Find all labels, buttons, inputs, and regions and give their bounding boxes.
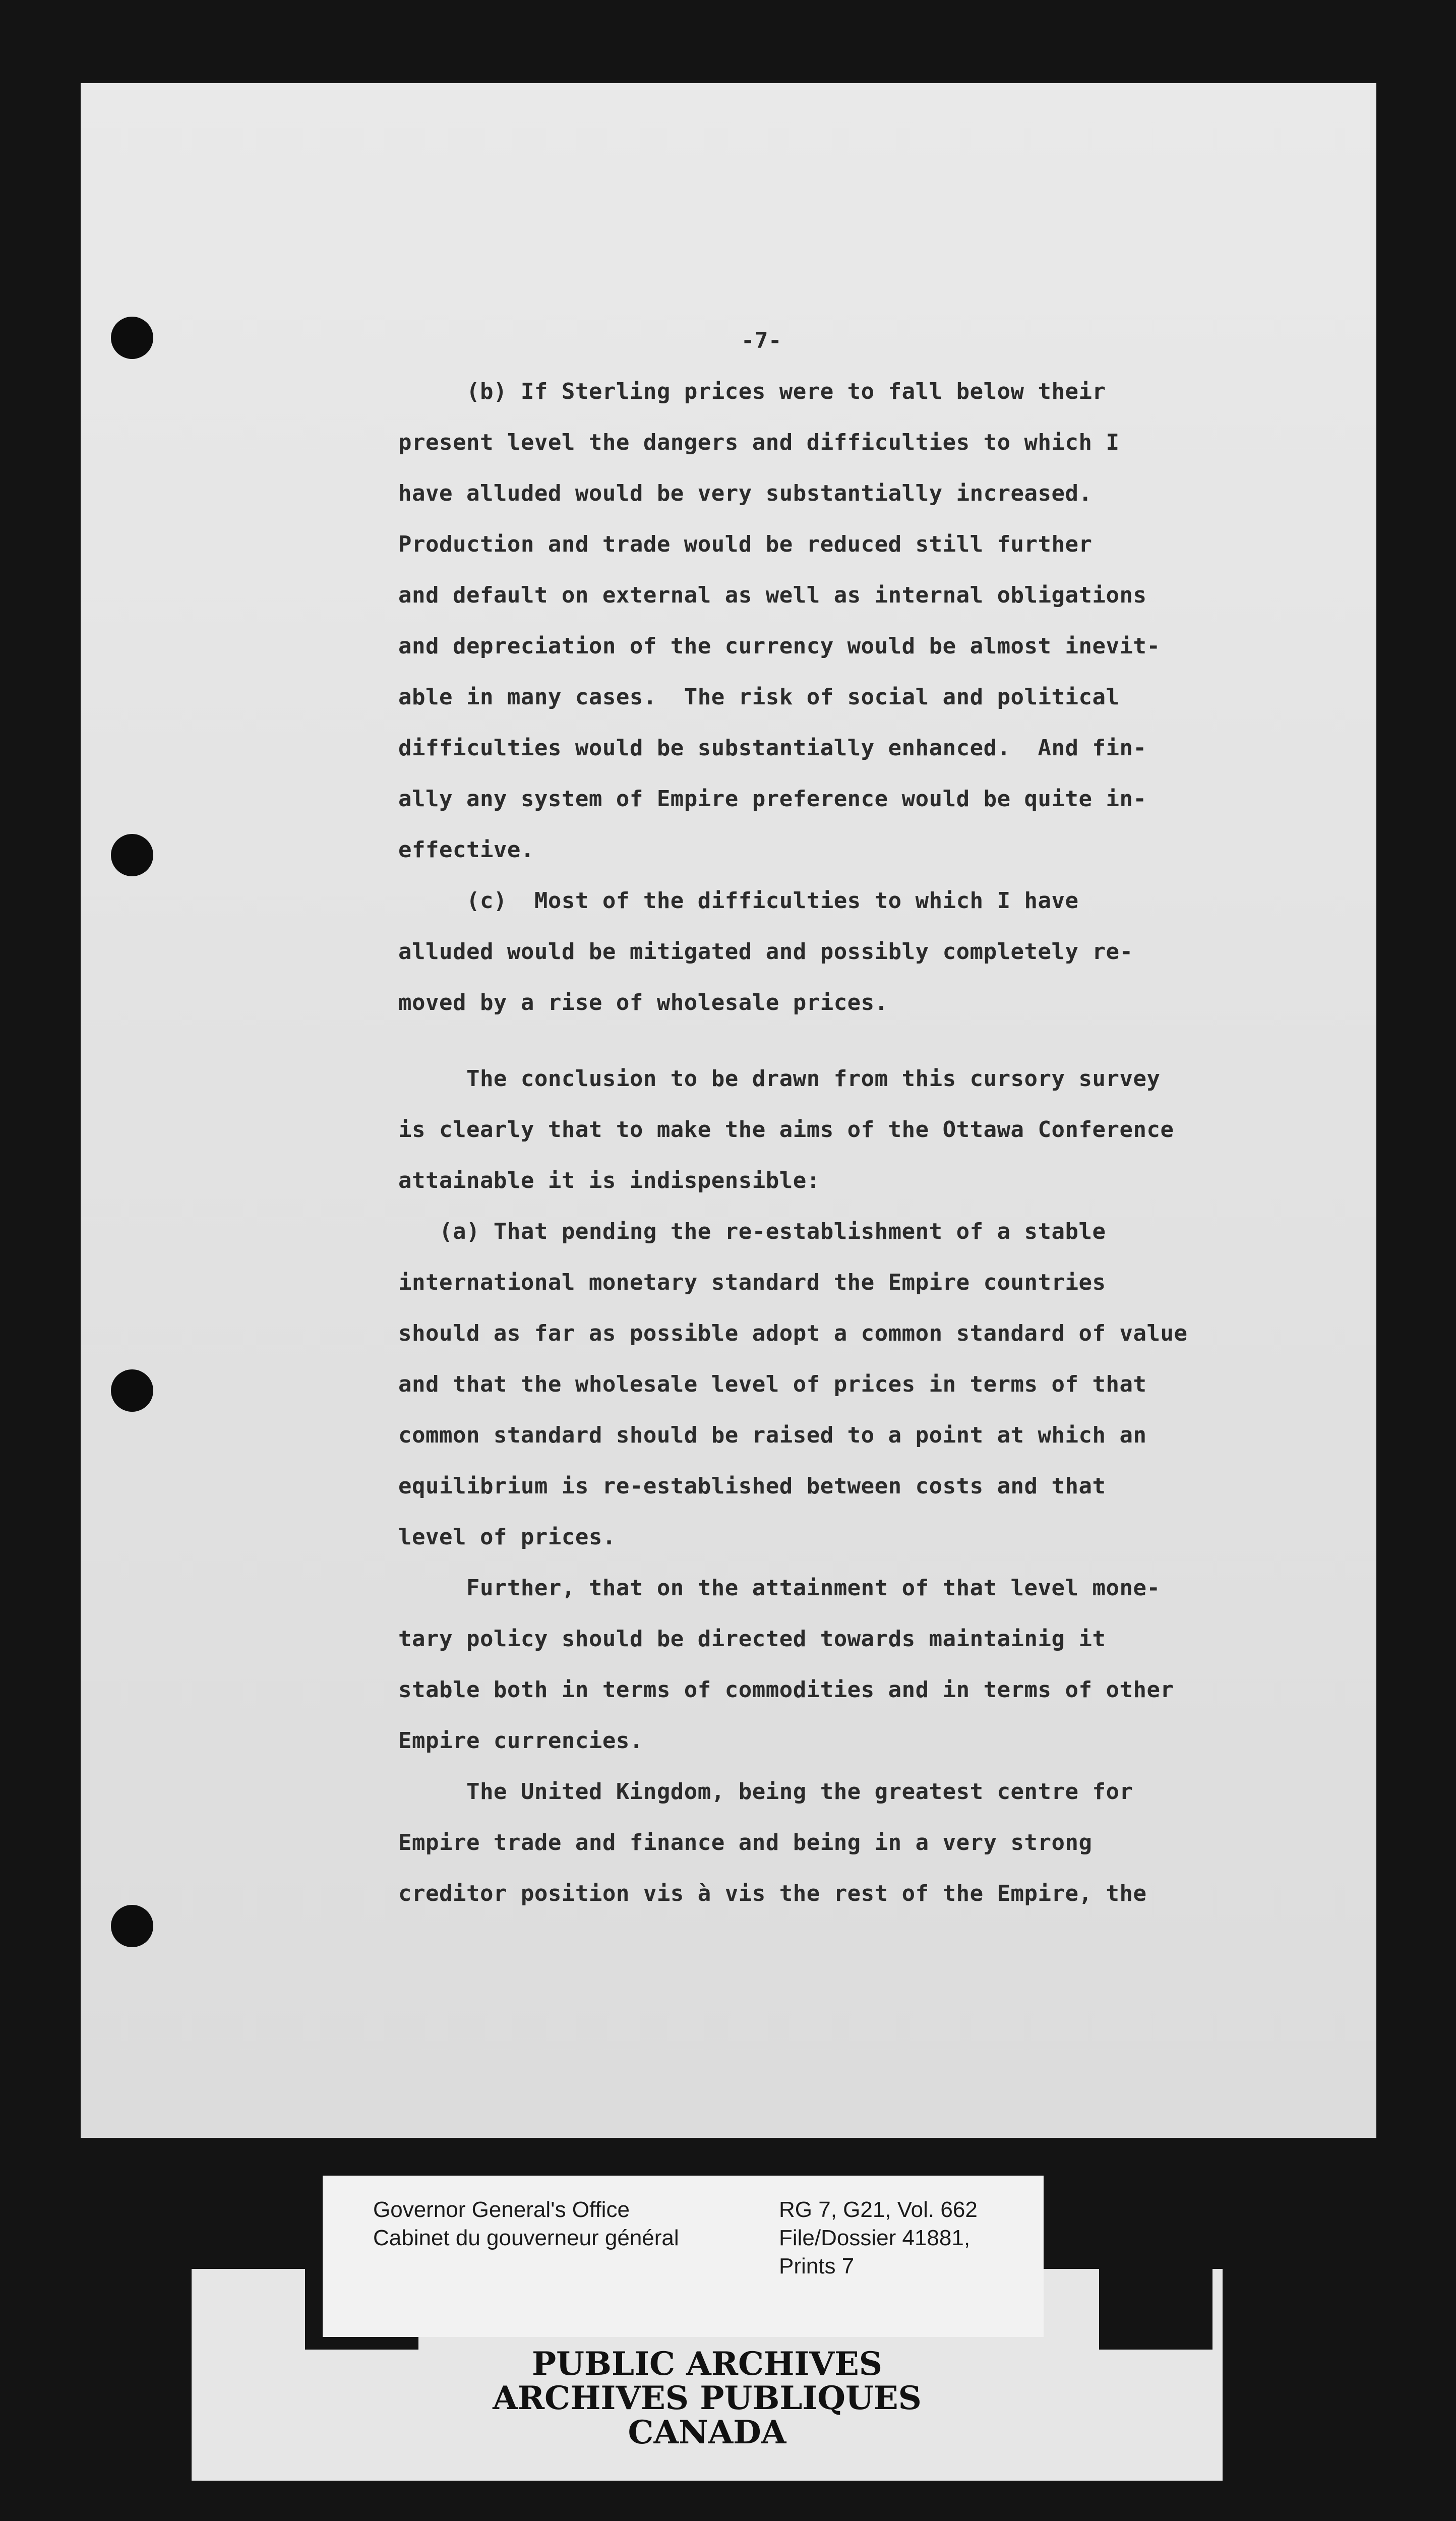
stamp-line-2: ARCHIVES PUBLIQUES <box>493 2379 922 2417</box>
body-line: ally any system of Empire preference would be quite in- <box>398 786 1147 812</box>
body-line: stable both in terms of commodities and in terms of other <box>398 1677 1174 1703</box>
punch-hole <box>111 834 153 876</box>
body-line: Empire trade and finance and being in a very strong <box>398 1830 1093 1855</box>
archive-reference-label <box>323 2176 1044 2337</box>
body-line: should as far as possible adopt a common standard of value <box>398 1320 1188 1346</box>
punch-hole <box>111 317 153 359</box>
body-line <box>398 1028 1306 1053</box>
prints-number: Prints 7 <box>779 2254 855 2278</box>
body-line: attainable it is indispensible: <box>398 1168 820 1193</box>
body-line: Empire currencies. <box>398 1728 643 1754</box>
punch-hole <box>111 1905 153 1947</box>
body-line: and depreciation of the currency would be almost inevit- <box>398 633 1161 659</box>
body-line: (b) If Sterling prices were to fall below their <box>398 379 1106 404</box>
body-line: alluded would be mitigated and possibly completely re- <box>398 939 1133 965</box>
body-line: have alluded would be very substantially increased. <box>398 481 1093 506</box>
record-group-reference: RG 7, G21, Vol. 662 <box>779 2197 978 2222</box>
body-line: difficulties would be substantially enhanced. And fin- <box>398 735 1147 761</box>
body-line: present level the dangers and difficulties to which I <box>398 430 1120 455</box>
body-line: common standard should be raised to a point at which an <box>398 1422 1147 1448</box>
body-line: equilibrium is re-established between costs and that <box>398 1473 1106 1499</box>
office-english: Governor General's Office <box>373 2197 630 2222</box>
stamp-tab <box>1099 2269 1212 2350</box>
body-line: level of prices. <box>398 1524 616 1550</box>
stamp-line-3: CANADA <box>628 2414 786 2451</box>
body-line: and that the wholesale level of prices in terms of that <box>398 1371 1147 1397</box>
office-french: Cabinet du gouverneur général <box>373 2226 679 2250</box>
typed-text <box>398 315 1306 1919</box>
body-line: (c) Most of the difficulties to which I have <box>398 888 1079 914</box>
body-line: moved by a rise of wholesale prices. <box>398 990 888 1015</box>
body-line: tary policy should be directed towards maintainig it <box>398 1626 1106 1652</box>
punch-hole <box>111 1369 153 1412</box>
body-line: international monetary standard the Empire countries <box>398 1270 1106 1295</box>
body-line: (a) That pending the re-establishment of a stable <box>398 1219 1106 1244</box>
body-lines <box>398 366 1306 1919</box>
body-line: and default on external as well as internal obligations <box>398 582 1147 608</box>
body-line: effective. <box>398 837 534 863</box>
stamp-line-1: PUBLIC ARCHIVES <box>531 2345 883 2383</box>
body-line: able in many cases. The risk of social and political <box>398 684 1120 710</box>
body-line: is clearly that to make the aims of the Ottawa Conference <box>398 1117 1174 1143</box>
page-number: -7- <box>741 328 782 353</box>
body-line: Further, that on the attainment of that level mone- <box>398 1575 1161 1601</box>
body-line: The United Kingdom, being the greatest centre for <box>398 1779 1133 1805</box>
body-line: Production and trade would be reduced still further <box>398 531 1093 557</box>
body-line: The conclusion to be drawn from this cursory survey <box>398 1066 1161 1092</box>
body-line: creditor position vis à vis the rest of the Empire, the <box>398 1881 1147 1906</box>
file-number: File/Dossier 41881, <box>779 2226 970 2250</box>
